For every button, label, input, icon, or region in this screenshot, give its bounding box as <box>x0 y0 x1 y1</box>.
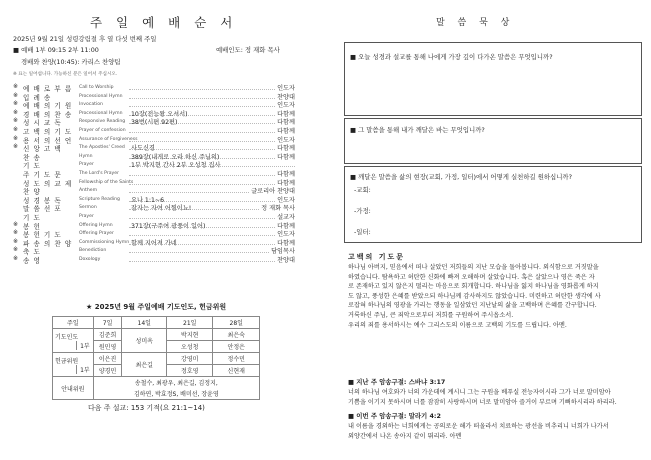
order-english: Assurance of Forgiveness <box>79 136 138 142</box>
money-label: 헌금위원 1부 <box>53 353 94 377</box>
standing-note: ※ 표는 일어섭니다. 가능하신 분은 일어서 주십시오. <box>13 72 118 77</box>
order-label: 송 영 <box>23 257 41 265</box>
table-cell: 김하연, 박효정S, 배미선, 장윤영 <box>93 388 259 400</box>
order-label: 성 시 교 독 <box>23 119 62 128</box>
leader-dots <box>129 235 295 236</box>
order-leader: 인도자 <box>277 136 295 144</box>
order-leader: 다함께 <box>277 153 295 161</box>
order-english: The Lord's Prayer <box>79 171 119 176</box>
text-line: 내 이름을 경외하는 너희에게는 공의로운 해가 떠올라서 치료하는 광선을 비추리니 너희가 나가서 <box>348 423 609 430</box>
prayer-label: 기도인도 1부 <box>53 329 94 353</box>
order-leader: 인도자 <box>277 231 295 239</box>
order-item <box>13 100 295 109</box>
order-leader: 다함께 <box>277 119 295 127</box>
order-item <box>13 169 295 178</box>
table-row <box>53 377 260 389</box>
order-english: Doxology <box>79 257 101 262</box>
order-detail: 사도신경 <box>131 145 155 153</box>
order-label: 성 도 의 교 제 <box>23 179 73 188</box>
table-cell: 안정은 <box>213 341 260 353</box>
this-week-verse <box>348 422 609 441</box>
last-week-verse <box>348 388 617 407</box>
table-cell: 오성청 <box>167 341 213 353</box>
order-label: 입 례 송 <box>23 93 52 102</box>
table-row <box>53 353 260 365</box>
text-line: 외양간에서 나온 송아지 같이 뛰리라. 아멘 <box>348 432 462 440</box>
stand-mark: ※ <box>13 83 19 90</box>
stand-mark: ※ <box>13 126 19 133</box>
stand-mark: ※ <box>13 91 19 99</box>
order-english: Benediction <box>79 248 107 254</box>
order-leader: 인도자 <box>277 102 295 110</box>
table-header: 28일 <box>213 317 260 329</box>
order-english: Processional Hymn <box>79 110 123 116</box>
stand-mark: ※ <box>13 108 19 116</box>
order-leader: 찬양대 <box>277 93 295 101</box>
leader-dots <box>129 175 295 176</box>
stand-mark: ※ <box>13 134 19 142</box>
order-label: 찬 양 <box>23 188 41 197</box>
table-cell: 정호영 <box>167 365 213 377</box>
order-leader: 다함께 <box>277 110 295 118</box>
stand-mark: ※ <box>13 255 19 262</box>
confession-text <box>348 263 601 330</box>
order-item <box>13 238 295 247</box>
order-leader: 설교자 <box>277 214 295 221</box>
order-english: Fellowship of the Saints <box>79 179 134 185</box>
order-detail: 38번(시편 92편) <box>131 119 178 127</box>
order-label: 봉 헌 <box>23 222 41 231</box>
order-label: 신 앙 고 백 <box>23 145 62 154</box>
text-line: 로잡혀 하나님의 영광을 가리는 행동을 일삼았던 지난날의 삶을 고백하며 은혜를 간구합니다. <box>348 302 597 310</box>
text-line: 하나님 아버지, 믿음에서 떠나 살았던 저희들의 지난 모습을 돌아봅니다. 외식함으로 거짓말을 <box>348 264 599 271</box>
table-cell: 최은숙 <box>213 329 260 341</box>
committee-table <box>52 316 260 400</box>
order-leader: 인도자 <box>277 196 295 204</box>
order-english: Sermon <box>79 205 97 211</box>
order-leader: 글로리아 찬양대 <box>251 188 295 196</box>
text-line: 도 않고, 풍성한 은혜를 받았으되 하나님께 감사하지도 않았습니다. 미련하고 허탄한 생각에 사 <box>348 292 601 300</box>
order-english: Scripture Reading <box>79 196 120 202</box>
order-label: 경 배 의 찬 송 <box>23 110 73 119</box>
table-cell: 양경민 <box>93 365 122 377</box>
order-label: 기 도 <box>23 214 41 222</box>
order-english: Prayer of confession <box>79 128 126 133</box>
order-item <box>13 83 295 92</box>
order-leader: 찬양대 <box>277 257 295 264</box>
order-item <box>13 178 295 187</box>
text-line: 하였습니다. 탐욕하고 허탄한 신화에 빠져 오해하며 살았습니다. 혹은 살았으나 영은 죽은 자 <box>348 273 595 281</box>
leader-dots <box>129 218 295 219</box>
worship-order-title: 주 일 예 배 순 서 <box>90 15 238 30</box>
guide-label: 안내위원 <box>53 377 94 400</box>
text-line: 거룩하신 주님, 큰 죄악으로부터 저희를 구원하여 주시옵소서. <box>348 311 514 319</box>
table-cell: 원민영 <box>93 341 122 353</box>
order-english: Prayer <box>79 214 94 219</box>
table-cell: 신현재 <box>213 365 260 377</box>
order-leader: 담임목사 <box>271 248 295 256</box>
order-english: Invocation <box>79 102 103 108</box>
table-cell: 송철수, 최광우, 최은길, 김정지, <box>93 377 259 389</box>
question-1: ■ 오늘 성경과 설교를 통해 나에게 가장 깊이 다가온 말씀은 무엇입니까? <box>350 53 553 61</box>
meditation-box-1[interactable] <box>344 42 642 116</box>
order-english: Processional Hymn <box>79 93 123 99</box>
order-leader: 정 재화 목사 <box>261 205 295 213</box>
order-leader: 다함께 <box>277 145 295 153</box>
table-cell: 김준희 <box>93 329 122 341</box>
service-date: 2025년 9월 21일 성령강림절 후 열 다섯 번째 주일 <box>13 35 157 43</box>
table-header: 21일 <box>167 317 213 329</box>
stand-mark: ※ <box>13 117 19 125</box>
text-line: 우리의 죄를 용서하시는 예수 그리스도의 이름으로 고백의 기도를 드립니다. 아멘. <box>348 321 567 329</box>
order-leader: 다함께 <box>277 171 295 178</box>
next-sermon: 다음 주 설교: 153 기적(요 21:1~14) <box>88 404 205 412</box>
order-item <box>13 203 295 212</box>
order-english: The Apostles' Creed <box>79 145 125 151</box>
order-detail: 389장(내게로 오라 하신 주님의) <box>131 153 220 161</box>
order-item <box>13 186 295 195</box>
text-line: 로 존재하고 있지 않은지 떨리는 마음으로 회개합니다. 하나님을 잃지 하나님을 영화롭게 하지 <box>348 283 599 291</box>
stand-mark: ※ <box>13 100 19 108</box>
leader-dots <box>129 141 295 142</box>
order-english: Prayer <box>79 162 94 168</box>
order-english: Commissioning Hymn <box>79 239 130 245</box>
field-home: -가정: <box>354 207 371 215</box>
stand-mark: ※ <box>13 229 19 237</box>
meditation-box-2[interactable] <box>344 118 642 164</box>
field-church: -교회: <box>354 186 371 194</box>
order-leader: 다함께 <box>277 128 295 135</box>
order-label: 용 서 의 선 언 <box>23 136 73 145</box>
order-label: 성 경 봉 독 <box>23 196 62 205</box>
order-label: 기 도 <box>23 162 41 171</box>
order-english: Offering Prayer <box>79 231 114 237</box>
order-label: 고 백 의 기 도 <box>23 128 73 136</box>
order-detail: 1부 박지현 간사 2부 오성청 집사 <box>131 162 221 170</box>
leader-dots <box>129 132 295 133</box>
order-label: 예 배 로 부 름 <box>23 85 73 93</box>
table-cell: 성미옥 <box>122 329 167 353</box>
order-label: 말 씀 선 포 <box>23 205 62 214</box>
order-detail: 10장(전능왕 오셔서) <box>131 110 188 118</box>
order-item <box>13 126 295 135</box>
text-line: 너의 하나님 여호와가 너의 가운데에 계시니 그는 구원을 베푸실 전능자이시라 그가 너로 말미암아 <box>348 389 611 396</box>
order-label: 예 배 의 기 원 <box>23 102 73 111</box>
order-english: Offering Hymn <box>79 222 113 228</box>
order-english: Responsive Reading <box>79 119 126 125</box>
leader-dots <box>129 89 295 90</box>
table-header-row <box>53 317 260 329</box>
table-header: 14일 <box>122 317 167 329</box>
table-cell: 정수민 <box>213 353 260 365</box>
order-item <box>13 195 295 204</box>
table-cell: 최은길 <box>122 353 167 377</box>
service-times: ■ 예배 1부 09:15 2부 11:00 <box>13 46 99 54</box>
order-english: Anthem <box>79 188 98 194</box>
stand-mark: ※ <box>13 220 19 228</box>
praise-time: 경배와 찬양(10:45): 카리스 찬양팀 <box>21 58 121 66</box>
question-2: ■ 그 말씀을 통해 내가 깨달은 바는 무엇입니까? <box>350 126 485 134</box>
order-item <box>13 246 295 255</box>
committee-title: ★ 2025년 9월 주일예배 기도인도, 헌금위원 <box>86 303 227 311</box>
table-cell: 강영미 <box>167 353 213 365</box>
order-item <box>13 212 295 221</box>
service-leader: 예배인도: 정 재화 목사 <box>216 46 280 54</box>
leader-dots <box>129 106 295 107</box>
table-row <box>53 329 260 341</box>
question-3: ■ 깨달은 말씀을 삶의 현장(교회, 가정, 일터)에서 어떻게 실천하길 원하십니까? <box>350 173 572 181</box>
last-week-verse-title: ■ 지난 주 암송구절: 스바냐 3:17 <box>348 378 446 386</box>
order-item <box>13 92 295 101</box>
order-item <box>13 117 295 126</box>
order-detail: 요나 1:1~6 <box>131 196 165 204</box>
order-item <box>13 255 295 264</box>
order-of-worship <box>13 83 295 269</box>
order-english: Hymn <box>79 153 93 159</box>
meditation-box-3[interactable] <box>344 166 642 243</box>
table-header: 7일 <box>93 317 122 329</box>
order-item <box>13 229 295 238</box>
this-week-verse-title: ■ 이번 주 암송구절: 말라기 4:2 <box>348 412 441 420</box>
stand-mark: ※ <box>13 246 19 254</box>
order-label: 봉 헌 기 도 <box>23 231 62 240</box>
order-label: 찬 송 <box>23 153 41 162</box>
order-english: Call to Worship <box>79 85 114 90</box>
order-label: 파 송 의 찬 양 <box>23 239 73 248</box>
order-label: 축 도 <box>23 248 41 257</box>
stand-mark: ※ <box>13 143 19 151</box>
order-item <box>13 152 295 161</box>
meditation-title: 말 씀 묵 상 <box>436 18 515 28</box>
order-item <box>13 135 295 144</box>
order-leader: 인도자 <box>277 85 295 92</box>
order-item <box>13 160 295 169</box>
leader-dots <box>129 184 295 185</box>
table-cell: 박지현 <box>167 329 213 341</box>
order-detail: 잠자는 자여 어찜이뇨! <box>131 205 192 213</box>
order-label: 주 기 도 문 <box>23 171 62 179</box>
order-leader: 다함께 <box>277 179 295 187</box>
confession-title: 고백의 기도문 <box>348 253 406 261</box>
order-leader: 다함께 <box>277 239 295 247</box>
text-line: 기쁨을 이기지 못하시며 너를 잠잠히 사랑하시며 너로 말미암아 즐거이 부르며 기뻐하시리라 하리라. <box>348 398 617 406</box>
order-item <box>13 143 295 152</box>
table-cell: 이은진 <box>93 353 122 365</box>
order-leader: 다함께 <box>277 222 295 230</box>
order-detail: 함께 지어져 가네 <box>131 239 177 247</box>
stand-mark: ※ <box>13 237 19 245</box>
leader-dots <box>129 261 295 262</box>
order-item <box>13 221 295 230</box>
table-header: 주일 <box>53 317 94 329</box>
order-item <box>13 109 295 118</box>
field-work: -일터: <box>354 228 371 236</box>
leader-dots <box>129 98 295 99</box>
order-detail: 371장(구주여 광풍이 일어) <box>131 222 206 230</box>
